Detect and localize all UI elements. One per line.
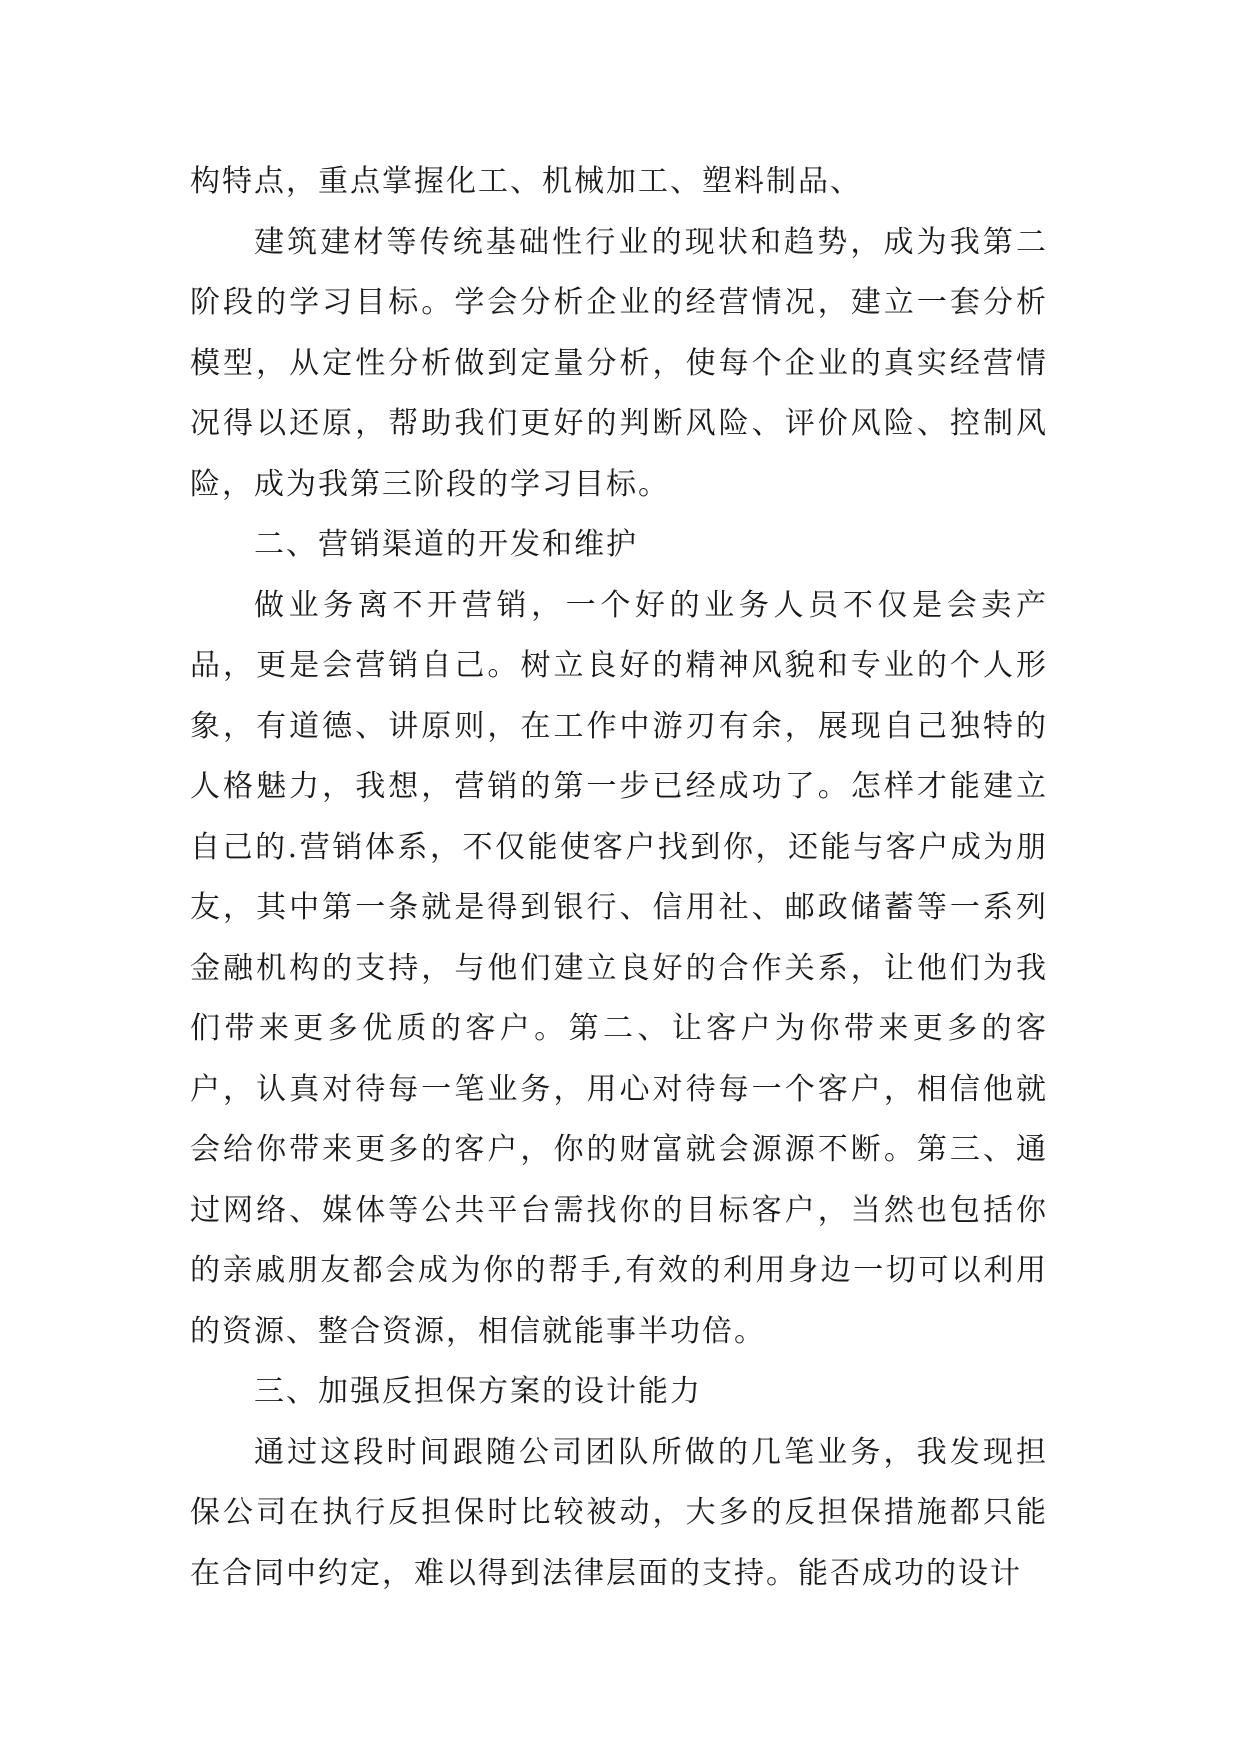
paragraph-learning-goals: 建筑建材等传统基础性行业的现状和趋势，成为我第二阶段的学习目标。学会分析企业的经营情况，建立一套分析模型，从定性分析做到定量分析，使每个企业的真实经营情况得以还原，帮助我们更好的判断风险、评价风险、控制风险，成为我第三阶段的学习目标。 (190, 224, 1048, 502)
paragraph-marketing: 做业务离不开营销，一个好的业务人员不仅是会卖产品，更是会营销自己。树立良好的精神风貌和专业的个人形象，有道德、讲原则，在工作中游刃有余，展现自己独特的人格魅力，我想，营销的第一步已经成功了。怎样才能建立自己的.营销体系，不仅能使客户找到你，还能与客户成为朋友，其中第一条就是得到银行、信用社、邮政储蓄等一系列金融机构的支持，与他们建立良好的合作关系，让他们为我们带来更多优质的客户。第二、让客户为你带来更多的客户，认真对待每一笔业务，用心对待每一个客户，相信他就会给你带来更多的客户，你的财富就会源源不断。第三、通过网络、媒体等公共平台需找你的目标客户，当然也包括你的亲戚朋友都会成为你的帮手,有效的利用身边一切可以利用的资源、整合资源，相信就能事半功倍。 (190, 587, 1048, 1349)
section-heading-marketing-channels: 二、营销渠道的开发和维护 (254, 527, 638, 562)
section-heading-counter-guarantee: 三、加强反担保方案的设计能力 (254, 1374, 702, 1409)
paragraph-continuation: 构特点，重点掌握化工、机械加工、塑料制品、 (190, 164, 862, 199)
document-body (190, 152, 1048, 1604)
paragraph-counter-guarantee: 通过这段时间跟随公司团队所做的几笔业务，我发现担保公司在执行反担保时比较被动，大多的反担保措施都只能在合同中约定，难以得到法律层面的支持。能否成功的设计 (190, 1434, 1048, 1591)
